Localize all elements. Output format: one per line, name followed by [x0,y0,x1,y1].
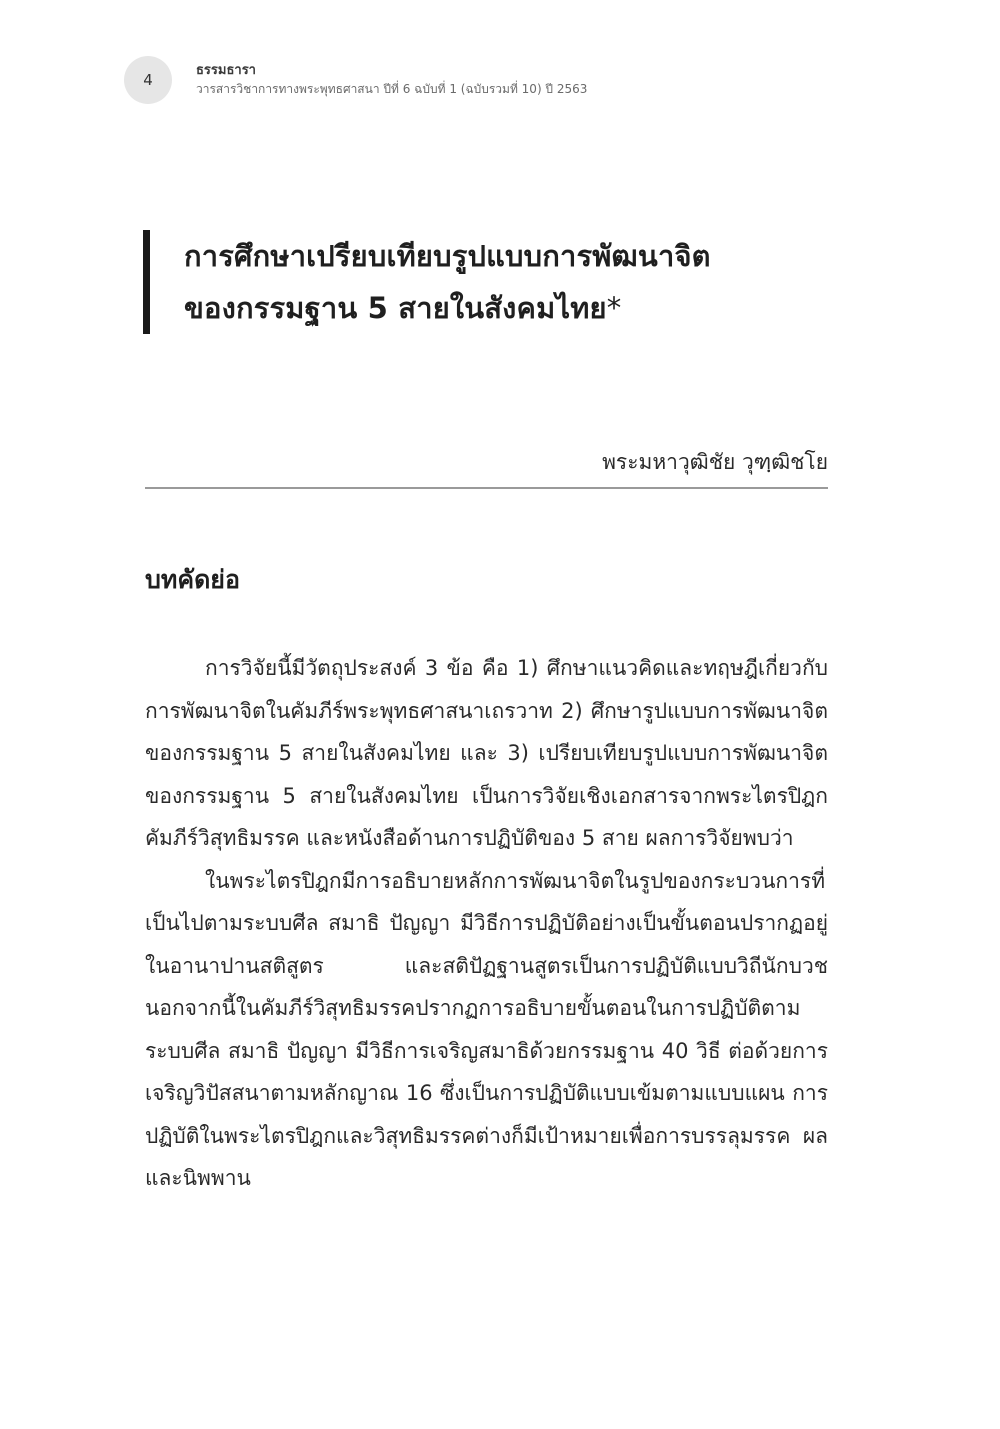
article-title-line-1 [184,230,711,282]
abstract-paragraph-2: ในพระไตรปิฎกมีการอธิบายหลักการพัฒนาจิตในรูปของกระบวนการที่เป็นไปตามระบบศีล สมาธิ ปัญญา มีวิธีการปฏิบัติอย่างเป็นขั้นตอนปรากฏอยู่ในอานาปานสติสูตร และสติปัฏฐานสูตรเป็นการปฏิบัติแบบวิถีนักบวช นอกจากนี้ในคัมภีร์วิสุทธิมรรคปรากฏการอธิบายขั้นตอนในการปฏิบัติตามระบบศีล สมาธิ ปัญญา มีวิธีการเจริญสมาธิด้วยกรรมฐาน 40 วิธี ต่อด้วยการเจริญวิปัสสนาตามหลักญาณ 16 ซึ่งเป็นการปฏิบัติแบบเข้มตามแบบแผน การปฏิบัติในพระไตรปิฎกและวิสุทธิมรรคต่างก็มีเป้าหมายเพื่อการบรรลุมรรค ผล และนิพพาน [145,868,828,1190]
title-text-1: การศึกษาเปรียบเทียบรูปแบบการพัฒนาจิต [184,239,711,273]
title-footnote-mark: * [606,291,622,325]
author-name: พระมหาวุฒิชัย วุฑฺฒิชโย [602,450,828,474]
abstract-body [145,647,828,1200]
journal-issue: วารสารวิชาการทางพระพุทธศาสนา ปีที่ 6 ฉบับที่ 1 (ฉบับรวมที่ 10) ปี 2563 [196,82,588,96]
abstract-paragraph-1: การวิจัยนี้มีวัตถุประสงค์ 3 ข้อ คือ 1) ศึกษาแนวคิดและทฤษฎีเกี่ยวกับการพัฒนาจิตในคัมภีร์พระพุทธศาสนาเถรวาท 2) ศึกษารูปแบบการพัฒนาจิตของกรรมฐาน 5 สายในสังคมไทย และ 3) เปรียบเทียบรูปแบบการพัฒนาจิตของกรรมฐาน 5 สายในสังคมไทย เป็นการวิจัยเชิงเอกสารจากพระไตรปิฎก คัมภีร์วิสุทธิมรรค และหนังสือด้านการปฏิบัติของ 5 สาย ผลการวิจัยพบว่า [145,656,828,850]
running-header [196,62,587,98]
title-text-2: ของกรรมฐาน 5 สายในสังคมไทย [184,291,607,325]
journal-name: ธรรมธารา [196,63,256,78]
abstract-heading: บทคัดย่อ [145,565,240,594]
article-title-block [143,230,711,334]
author-divider [145,487,828,489]
page-number-badge [124,56,172,104]
page-number: 4 [143,71,153,89]
article-title-line-2 [184,282,711,334]
